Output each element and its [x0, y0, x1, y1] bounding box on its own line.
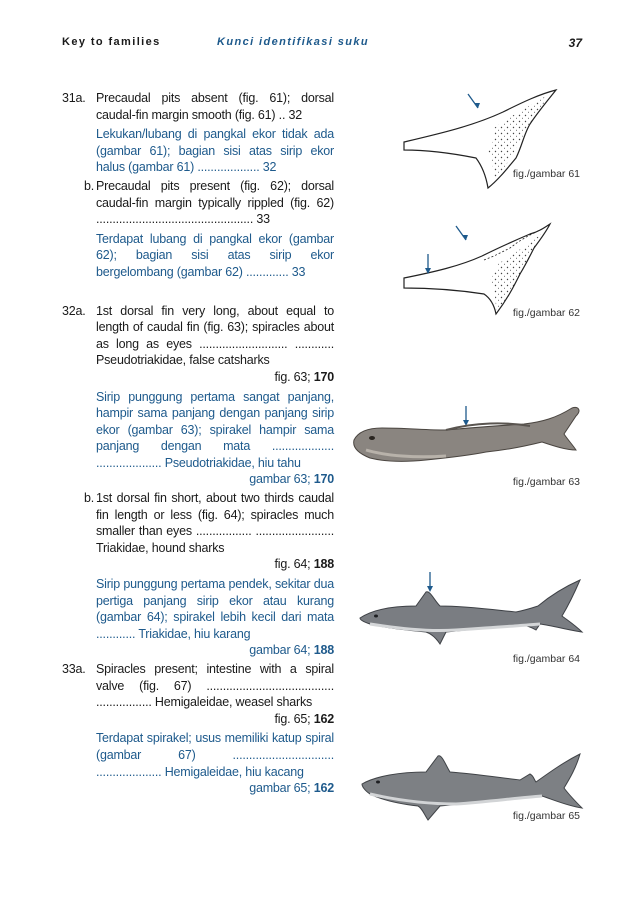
figure-reference: fig. 63; 170: [274, 369, 334, 384]
couplet-text: Terdapat lubang di pangkal ekor (gambar 62); bagian sisi atas sirip ekor bergelombang (gambar 62) ............. 33: [96, 231, 334, 279]
running-header-english: Key to families: [62, 36, 161, 48]
figure-reference: fig. 65; 162: [274, 711, 334, 726]
figure-64-caption: fig./gambar 64: [512, 653, 580, 665]
couplet-32a-indonesian: [62, 389, 334, 489]
couplet-text: Precaudal pits absent (fig. 61); dorsal caudal-fin margin smooth (fig. 61) .. 32: [96, 91, 334, 122]
family-page-link: 162: [313, 711, 334, 726]
couplet-text: 1st dorsal fin short, about two thirds caudal fin length or less (fig. 64); spiracles much smaller than eyes ................. ........................ Triakidae, hound sharks: [96, 491, 334, 555]
figure-63-caption: fig./gambar 63: [512, 476, 580, 488]
family-page-link: 170: [313, 369, 334, 384]
couplet-text: Terdapat spirakel; usus memiliki katup spiral (gambar 67) ............................... .................... Hemigaleidae, hiu kacang: [96, 731, 334, 779]
couplet-text: Sirip punggung pertama pendek, sekitar dua pertiga panjang sirip ekor atau kurang (gambar 64); spirakel lebih kecil dari mata ............ Triakidae, hiu karang: [96, 577, 334, 641]
couplet-number: 32a.: [62, 303, 86, 318]
couplet-31b-indonesian: [62, 231, 334, 281]
page-number: 37: [568, 36, 582, 50]
family-page-link: 188: [313, 557, 334, 572]
figure-reference: fig. 64; 188: [274, 557, 334, 572]
couplet-number: b.: [84, 491, 95, 506]
couplet-32b-indonesian: [62, 576, 334, 659]
couplet-32b-english: [62, 490, 334, 573]
couplet-number: b.: [84, 178, 95, 193]
running-header-indonesian: Kunci identifikasi suku: [217, 36, 370, 48]
figure-63-false-catshark: [346, 400, 586, 480]
couplet-31a-indonesian: [62, 126, 334, 176]
couplet-31b-english: [62, 178, 334, 228]
figure-62-caption: fig./gambar 62: [512, 307, 580, 319]
figure-65-caption: fig./gambar 65: [512, 810, 580, 822]
couplet-text: Precaudal pits present (fig. 62); dorsal caudal-fin margin typically rippled (fig. 62) ................................................ 33: [96, 178, 334, 227]
figure-64-hound-shark: [356, 570, 596, 660]
couplet-text: Spiracles present; intestine with a spiral valve (fig. 67) ....................................... ................. Hemigaleidae, weasel sharks: [96, 662, 334, 710]
couplet-text: 1st dorsal fin very long, about equal to length of caudal fin (fig. 63); spiracles about as long as eyes ........................... ............ Pseudotriakidae, false catsharks: [96, 303, 334, 368]
figure-61-caption: fig./gambar 61: [512, 168, 580, 180]
couplet-33a-indonesian: [62, 730, 334, 796]
family-page-link: 170: [313, 472, 334, 487]
couplet-number: 31a.: [62, 91, 86, 105]
figure-reference: gambar 65; 162: [249, 781, 334, 796]
figure-reference: gambar 63; 170: [249, 472, 334, 487]
couplet-33a-english: [62, 661, 334, 727]
couplet-text: Sirip punggung pertama sangat panjang, hampir sama panjang dengan panjang sirip ekor (gambar 63); spirakel hampir sama panjang dengan mata ................... .................... Pseudotriakidae, hiu tahu: [96, 389, 334, 470]
couplet-31a-english: [62, 90, 334, 123]
couplet-number: 33a.: [62, 662, 86, 676]
family-page-link: 162: [313, 781, 334, 796]
couplet-32a-english: [62, 303, 334, 386]
key-column: [62, 88, 334, 799]
family-page-link: 188: [313, 643, 334, 658]
figure-reference: gambar 64; 188: [249, 643, 334, 658]
couplet-text: Lekukan/lubang di pangkal ekor tidak ada (gambar 61); bagian sisi atas sirip ekor halus (gambar 61) ................... 32: [96, 127, 334, 175]
